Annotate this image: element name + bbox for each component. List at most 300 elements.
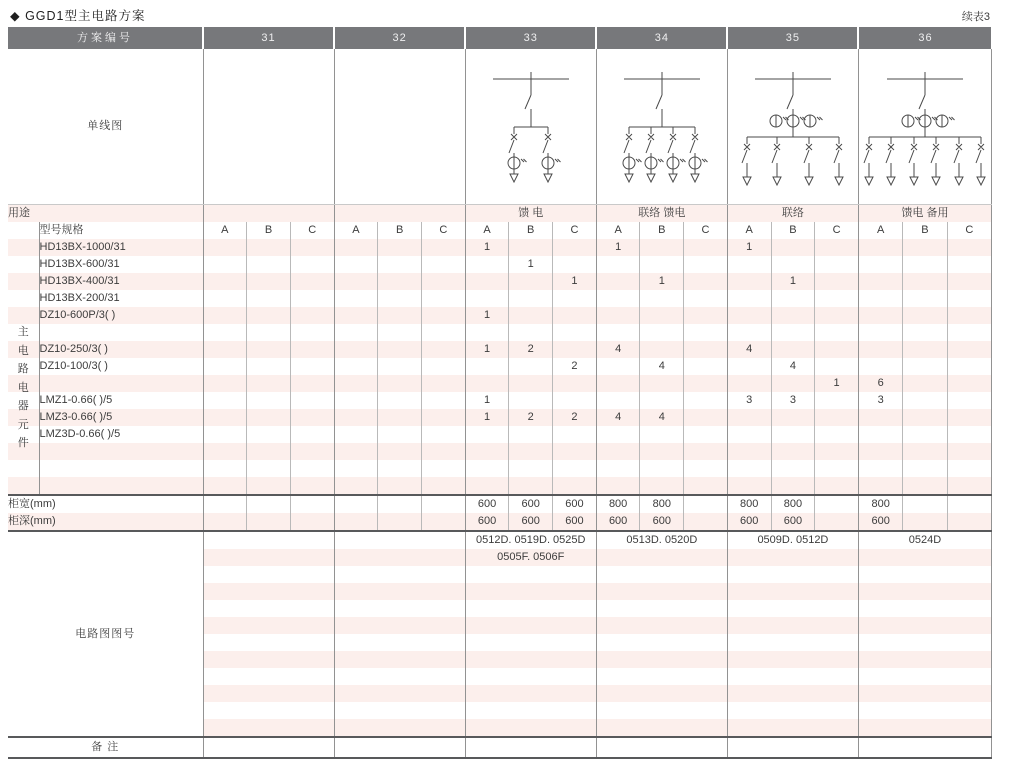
qty-cell	[858, 409, 902, 426]
component-name: DZ10-100/3( )	[39, 358, 203, 375]
circuit-number-cell-35	[727, 651, 858, 668]
circuit-number-cell-33	[465, 719, 596, 737]
qty-cell	[465, 256, 509, 273]
circuit-number-cell-36	[858, 651, 991, 668]
filler-cell	[858, 477, 902, 495]
abc-header-cell: B	[509, 222, 553, 239]
filler-cell	[947, 443, 991, 460]
qty-cell	[815, 273, 859, 290]
qty-cell	[947, 239, 991, 256]
one-line-diagram-36	[858, 49, 991, 205]
one-line-diagram-35	[727, 49, 858, 205]
qty-cell	[334, 256, 378, 273]
usage-row-label: 用途	[8, 205, 203, 223]
cabinet-width-cell	[684, 495, 728, 513]
qty-cell	[858, 273, 902, 290]
circuit-number-cell-33	[465, 685, 596, 702]
qty-cell: 2	[509, 409, 553, 426]
qty-cell	[509, 307, 553, 324]
qty-cell: 1	[553, 273, 597, 290]
filler-cell	[947, 460, 991, 477]
cabinet-width-cell: 800	[858, 495, 902, 513]
qty-cell	[334, 358, 378, 375]
circuit-number-cell-35	[727, 634, 858, 651]
filler-cell	[596, 460, 640, 477]
qty-cell	[509, 324, 553, 341]
component-name: HD13BX-400/31	[39, 273, 203, 290]
cabinet-depth-cell: 600	[596, 513, 640, 531]
qty-cell: 3	[727, 392, 771, 409]
circuit-number-row	[8, 531, 991, 549]
qty-cell	[553, 324, 597, 341]
circuit-number-cell-36	[858, 617, 991, 634]
filler-name-cell	[39, 460, 203, 477]
cabinet-width-cell: 800	[596, 495, 640, 513]
qty-cell	[815, 239, 859, 256]
qty-cell	[640, 341, 684, 358]
qty-cell	[203, 256, 247, 273]
qty-cell	[203, 341, 247, 358]
qty-cell	[727, 256, 771, 273]
filler-cell	[684, 477, 728, 495]
qty-cell	[771, 290, 815, 307]
qty-cell	[727, 324, 771, 341]
component-name: LMZ3-0.66( )/5	[39, 409, 203, 426]
qty-cell	[684, 392, 728, 409]
component-row	[8, 256, 991, 273]
qty-cell	[640, 307, 684, 324]
qty-cell	[815, 426, 859, 443]
cabinet-width-cell	[290, 495, 334, 513]
circuit-number-cell-35	[727, 583, 858, 600]
qty-cell: 1	[771, 273, 815, 290]
circuit-number-cell-33	[465, 651, 596, 668]
circuit-number-cell-35	[727, 719, 858, 737]
qty-cell	[815, 307, 859, 324]
qty-cell	[727, 273, 771, 290]
qty-cell	[378, 341, 422, 358]
title-bar	[0, 0, 1013, 27]
filler-name-cell	[39, 477, 203, 495]
circuit-number-cell-31	[203, 668, 334, 685]
circuit-number-cell-34	[596, 651, 727, 668]
qty-cell	[596, 426, 640, 443]
qty-cell	[553, 375, 597, 392]
qty-cell	[947, 324, 991, 341]
one-line-diagram-graphic	[860, 49, 989, 204]
filler-cell	[727, 460, 771, 477]
cabinet-width-cell: 800	[727, 495, 771, 513]
abc-header-cell: C	[553, 222, 597, 239]
qty-cell	[947, 290, 991, 307]
diagram-row-label: 单线图	[8, 49, 203, 205]
qty-cell	[421, 375, 465, 392]
qty-cell	[378, 324, 422, 341]
qty-cell	[247, 324, 291, 341]
circuit-number-cell-36	[858, 702, 991, 719]
filler-cell	[247, 443, 291, 460]
qty-cell	[247, 341, 291, 358]
side-label-main-circuit-components	[8, 222, 39, 495]
qty-cell	[465, 358, 509, 375]
filler-cell	[771, 477, 815, 495]
qty-cell	[947, 375, 991, 392]
filler-cell	[858, 443, 902, 460]
cabinet-width-cell: 800	[640, 495, 684, 513]
qty-cell	[727, 307, 771, 324]
scheme-header-36: 36	[858, 27, 991, 49]
filler-cell	[553, 443, 597, 460]
qty-cell: 1	[815, 375, 859, 392]
qty-cell	[334, 307, 378, 324]
cabinet-depth-cell: 600	[553, 513, 597, 531]
filler-cell	[334, 460, 378, 477]
qty-cell	[203, 273, 247, 290]
usage-cell-32	[334, 205, 465, 223]
abc-header-cell: A	[596, 222, 640, 239]
circuit-number-cell-33	[465, 634, 596, 651]
cabinet-depth-cell	[378, 513, 422, 531]
qty-cell	[771, 239, 815, 256]
cabinet-depth-cell	[247, 513, 291, 531]
qty-cell	[421, 324, 465, 341]
spec-header-label: 型号规格	[39, 222, 203, 239]
usage-cell-35: 联络	[727, 205, 858, 223]
usage-cell-33: 馈 电	[465, 205, 596, 223]
circuit-number-cell-31	[203, 566, 334, 583]
cabinet-depth-cell: 600	[509, 513, 553, 531]
component-row	[8, 307, 991, 324]
filler-cell	[378, 460, 422, 477]
qty-cell	[771, 307, 815, 324]
component-row	[8, 324, 991, 341]
qty-cell	[509, 239, 553, 256]
component-name	[39, 375, 203, 392]
qty-cell	[640, 290, 684, 307]
qty-cell	[203, 375, 247, 392]
qty-cell	[727, 375, 771, 392]
qty-cell	[247, 358, 291, 375]
filler-cell	[203, 477, 247, 495]
qty-cell	[247, 273, 291, 290]
qty-cell	[858, 290, 902, 307]
circuit-number-cell-34	[596, 719, 727, 737]
filler-cell	[378, 443, 422, 460]
qty-cell: 1	[509, 256, 553, 273]
qty-cell	[771, 341, 815, 358]
qty-cell	[509, 273, 553, 290]
cabinet-width-cell	[421, 495, 465, 513]
qty-cell	[815, 409, 859, 426]
circuit-number-cell-32	[334, 702, 465, 719]
circuit-number-cell-34	[596, 702, 727, 719]
cabinet-depth-cell	[903, 513, 947, 531]
qty-cell	[378, 409, 422, 426]
qty-cell	[596, 307, 640, 324]
component-row	[8, 375, 991, 392]
abc-header-cell: B	[378, 222, 422, 239]
qty-cell	[290, 358, 334, 375]
qty-cell	[903, 256, 947, 273]
abc-header-cell: C	[290, 222, 334, 239]
qty-cell	[640, 239, 684, 256]
qty-cell: 1	[465, 341, 509, 358]
qty-cell	[203, 307, 247, 324]
qty-cell	[247, 290, 291, 307]
filler-cell	[771, 443, 815, 460]
qty-cell	[421, 409, 465, 426]
remark-row	[8, 737, 991, 758]
qty-cell	[684, 324, 728, 341]
abc-header-cell: B	[771, 222, 815, 239]
filler-cell	[378, 477, 422, 495]
header-row	[8, 27, 991, 49]
qty-cell	[247, 426, 291, 443]
component-name: HD13BX-200/31	[39, 290, 203, 307]
qty-cell	[509, 358, 553, 375]
qty-cell	[421, 273, 465, 290]
qty-cell	[465, 324, 509, 341]
abc-header-cell: A	[858, 222, 902, 239]
qty-cell	[421, 256, 465, 273]
circuit-number-cell-31	[203, 600, 334, 617]
qty-cell	[684, 409, 728, 426]
circuit-number-cell-36	[858, 668, 991, 685]
qty-cell	[509, 375, 553, 392]
qty-cell	[947, 341, 991, 358]
component-name: LMZ1-0.66( )/5	[39, 392, 203, 409]
circuit-number-cell-34	[596, 600, 727, 617]
circuit-number-cell-32	[334, 531, 465, 549]
qty-cell	[290, 375, 334, 392]
qty-cell	[290, 290, 334, 307]
circuit-number-cell-34: 0513D. 0520D	[596, 531, 727, 549]
qty-cell	[378, 358, 422, 375]
qty-cell	[684, 256, 728, 273]
qty-cell: 4	[596, 341, 640, 358]
qty-cell	[815, 392, 859, 409]
circuit-number-cell-35	[727, 566, 858, 583]
qty-cell	[553, 392, 597, 409]
circuit-number-cell-36	[858, 685, 991, 702]
filler-cell	[509, 443, 553, 460]
circuit-number-cell-31	[203, 549, 334, 566]
qty-cell	[421, 341, 465, 358]
filler-cell	[421, 477, 465, 495]
filler-cell	[596, 443, 640, 460]
qty-cell	[334, 409, 378, 426]
qty-cell	[903, 375, 947, 392]
component-name: HD13BX-1000/31	[39, 239, 203, 256]
circuit-number-cell-35	[727, 617, 858, 634]
circuit-number-cell-32	[334, 566, 465, 583]
diagram-row	[8, 49, 991, 205]
qty-cell	[203, 426, 247, 443]
circuit-number-cell-31	[203, 702, 334, 719]
qty-cell	[596, 273, 640, 290]
qty-cell	[334, 273, 378, 290]
circuit-number-cell-34	[596, 583, 727, 600]
qty-cell	[334, 375, 378, 392]
cabinet-depth-cell: 600	[771, 513, 815, 531]
qty-cell	[771, 409, 815, 426]
qty-cell	[727, 409, 771, 426]
filler-cell	[771, 460, 815, 477]
filler-cell	[203, 460, 247, 477]
qty-cell	[509, 392, 553, 409]
abc-header-cell: C	[684, 222, 728, 239]
qty-cell: 1	[465, 239, 509, 256]
circuit-number-cell-33	[465, 668, 596, 685]
qty-cell	[903, 409, 947, 426]
filler-cell	[640, 460, 684, 477]
side-label-text: 主 电 路 电 器 元 件	[17, 326, 29, 450]
qty-cell	[378, 239, 422, 256]
qty-cell	[947, 273, 991, 290]
circuit-number-cell-32	[334, 685, 465, 702]
component-row	[8, 426, 991, 443]
usage-cell-36: 馈电 备用	[858, 205, 991, 223]
cabinet-width-cell	[903, 495, 947, 513]
cabinet-width-row	[8, 495, 991, 513]
filler-cell	[640, 477, 684, 495]
filler-cell	[334, 477, 378, 495]
filler-cell	[421, 460, 465, 477]
circuit-number-cell-36: 0524D	[858, 531, 991, 549]
qty-cell	[596, 392, 640, 409]
qty-cell	[334, 426, 378, 443]
qty-cell	[903, 307, 947, 324]
filler-cell	[684, 460, 728, 477]
circuit-number-cell-31	[203, 617, 334, 634]
filler-name-cell	[39, 443, 203, 460]
cabinet-width-cell	[203, 495, 247, 513]
qty-cell	[334, 341, 378, 358]
qty-cell	[858, 426, 902, 443]
qty-cell	[334, 290, 378, 307]
qty-cell	[815, 358, 859, 375]
qty-cell	[771, 426, 815, 443]
qty-cell	[858, 307, 902, 324]
qty-cell	[290, 273, 334, 290]
component-row	[8, 239, 991, 256]
qty-cell	[596, 324, 640, 341]
filler-cell	[727, 477, 771, 495]
qty-cell	[203, 358, 247, 375]
cabinet-depth-cell: 600	[640, 513, 684, 531]
filler-cell	[947, 477, 991, 495]
qty-cell	[378, 426, 422, 443]
circuit-number-cell-33	[465, 566, 596, 583]
qty-cell	[247, 392, 291, 409]
circuit-number-cell-32	[334, 617, 465, 634]
filler-cell	[815, 443, 859, 460]
qty-cell	[421, 392, 465, 409]
qty-cell: 1	[640, 273, 684, 290]
qty-cell	[290, 341, 334, 358]
qty-cell	[247, 307, 291, 324]
circuit-number-cell-32	[334, 634, 465, 651]
qty-cell	[465, 375, 509, 392]
component-row	[8, 358, 991, 375]
circuit-number-cell-31	[203, 651, 334, 668]
qty-cell	[247, 409, 291, 426]
filler-row	[8, 443, 991, 460]
qty-cell: 1	[727, 239, 771, 256]
page-title: ◆ GGD1型主电路方案	[10, 9, 146, 23]
qty-cell	[640, 392, 684, 409]
filler-cell	[203, 443, 247, 460]
filler-cell	[815, 460, 859, 477]
qty-cell	[903, 426, 947, 443]
qty-cell	[684, 341, 728, 358]
cabinet-width-cell: 600	[465, 495, 509, 513]
cabinet-width-cell: 600	[509, 495, 553, 513]
circuit-number-cell-34	[596, 634, 727, 651]
qty-cell	[290, 239, 334, 256]
filler-cell	[290, 460, 334, 477]
qty-cell	[947, 426, 991, 443]
continuation-note: 续表3	[961, 11, 990, 23]
qty-cell	[858, 358, 902, 375]
qty-cell	[684, 375, 728, 392]
circuit-number-cell-35	[727, 702, 858, 719]
circuit-number-cell-34	[596, 566, 727, 583]
circuit-number-cell-32	[334, 668, 465, 685]
circuit-number-cell-32	[334, 600, 465, 617]
filler-cell	[334, 443, 378, 460]
qty-cell: 4	[727, 341, 771, 358]
filler-cell	[247, 460, 291, 477]
qty-cell	[553, 341, 597, 358]
circuit-number-cell-36	[858, 634, 991, 651]
remark-cell-33	[465, 737, 596, 758]
cabinet-depth-cell	[684, 513, 728, 531]
qty-cell	[203, 409, 247, 426]
component-name: DZ10-600P/3( )	[39, 307, 203, 324]
qty-cell	[553, 307, 597, 324]
qty-cell	[596, 290, 640, 307]
qty-cell	[903, 290, 947, 307]
abc-header-cell: A	[727, 222, 771, 239]
circuit-number-cell-35: 0509D. 0512D	[727, 531, 858, 549]
filler-cell	[903, 477, 947, 495]
circuit-number-cell-33: 0512D. 0519D. 0525D	[465, 531, 596, 549]
cabinet-depth-cell	[421, 513, 465, 531]
cabinet-width-cell: 800	[771, 495, 815, 513]
filler-cell	[727, 443, 771, 460]
qty-cell	[858, 239, 902, 256]
one-line-diagram-31	[203, 49, 334, 205]
qty-cell	[378, 392, 422, 409]
filler-cell	[421, 443, 465, 460]
spec-header-row	[8, 222, 991, 239]
qty-cell	[903, 341, 947, 358]
abc-header-cell: A	[465, 222, 509, 239]
qty-cell	[903, 358, 947, 375]
qty-cell	[465, 426, 509, 443]
circuit-number-cell-33	[465, 583, 596, 600]
one-line-diagram-34	[596, 49, 727, 205]
component-name: LMZ3D-0.66( )/5	[39, 426, 203, 443]
qty-cell	[640, 375, 684, 392]
abc-header-cell: C	[421, 222, 465, 239]
component-row	[8, 273, 991, 290]
qty-cell	[378, 273, 422, 290]
qty-cell	[290, 409, 334, 426]
qty-cell	[640, 324, 684, 341]
qty-cell: 1	[465, 307, 509, 324]
